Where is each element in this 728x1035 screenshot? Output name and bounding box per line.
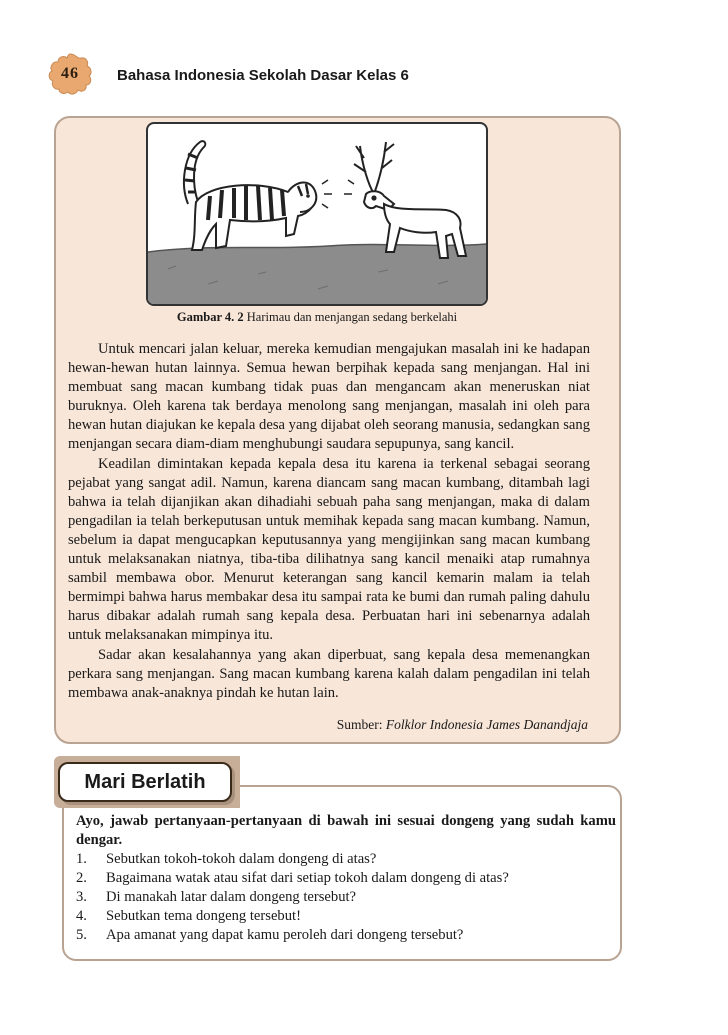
- caption-label: Gambar 4. 2: [176, 310, 244, 324]
- story-paragraph: Untuk mencari jalan keluar, mereka kemudian mengajukan masalah ini ke hadapan hewan-hewan hutan lainnya. Semua hewan berpihak kepada sang menjangan. Hal ini membuat sang macan kumbang tidak puas dan mengancam akan meneruskan niat buruknya. Oleh karena tak berdaya menolong sang menjangan, masalah ini oleh para hewan hutan diajukan ke kepala desa yang dijabat oleh seorang manusia, sedangkan sang menjangan secara diam-diam menghubungi saudara sepupunya, sang kancil.: [68, 341, 590, 453]
- tiger-figure: [184, 141, 316, 250]
- book-title: Bahasa Indonesia Sekolah Dasar Kelas 6: [117, 67, 409, 84]
- exercise-question-list: [76, 850, 616, 945]
- caption-text: Harimau dan menjangan sedang berkelahi: [246, 310, 458, 324]
- illustration-tiger-deer: [146, 122, 488, 306]
- list-item: [76, 850, 616, 869]
- question-number: 3.: [76, 889, 87, 906]
- page-number: 46: [61, 65, 79, 82]
- question-text: Sebutkan tema dongeng tersebut!: [106, 908, 301, 925]
- question-number: 2.: [76, 870, 87, 887]
- source-text: Folklor Indonesia James Danandjaja: [385, 717, 588, 732]
- deer-figure: [354, 142, 466, 258]
- source-label: Sumber:: [336, 717, 383, 732]
- story-paragraph: Sadar akan kesalahannya yang akan diperbuat, sang kepala desa memenangkan perkara sang menjangan. Sang macan kumbang karena kalah dalam pengadilan ini telah membawa anak-anaknya pindah ke hutan lain.: [68, 646, 590, 701]
- question-text: Di manakah latar dalam dongeng tersebut?: [106, 889, 357, 906]
- question-number: 4.: [76, 908, 87, 925]
- figure-caption: [146, 310, 488, 325]
- question-text: Apa amanat yang dapat kamu peroleh dari dongeng tersebut?: [106, 927, 464, 944]
- page-number-badge: [46, 52, 94, 96]
- source-citation: [337, 717, 588, 733]
- question-text: Sebutkan tokoh-tokoh dalam dongeng di atas?: [106, 851, 377, 867]
- list-item: [76, 888, 616, 907]
- exercise-title-tag: [58, 762, 232, 802]
- exercise-instructions: Ayo, jawab pertanyaan-pertanyaan di bawah ini sesuai dongeng yang sudah kamu dengar.: [76, 813, 616, 848]
- list-item: [76, 907, 616, 926]
- question-text: Bagaimana watak atau sifat dari setiap tokoh dalam dongeng di atas?: [106, 870, 509, 887]
- exercise-title: Mari Berlatih: [84, 770, 206, 793]
- question-number: 1.: [76, 851, 87, 867]
- story-text: [68, 340, 590, 703]
- list-item: [76, 926, 616, 945]
- story-paragraph: Keadilan dimintakan kepada kepala desa itu karena ia terkenal sebagai seorang pejabat yang sangat adil. Namun, karena diancam sang macan kumbang, ditambah lagi bahwa ia telah dijanjikan akan dihadiahi sebuah paha sang menjangan, maka di dalam pengadilan ia telah berkeputusan untuk memihak kepada sang macan kumbang. Namun, sebelum ia dapat mengucapkan keputusannya yang mengijinkan sang macan kumbang untuk melaksanakan niatnya, tiba-tiba dilihatnya sang kancil menaiki atap rumahnya sambil membawa obor. Menurut keterangan sang kancil kemarin malam ia telah bermimpi bahwa harus membakar desa itu sampai rata ke bumi dan rumah paling dahulu harus dibakar adalah rumah sang kepala desa. Perbuatan hari ini sebenarnya adalah untuk melaksanakan mimpinya itu.: [68, 455, 590, 644]
- list-item: [76, 869, 616, 888]
- question-number: 5.: [76, 927, 87, 944]
